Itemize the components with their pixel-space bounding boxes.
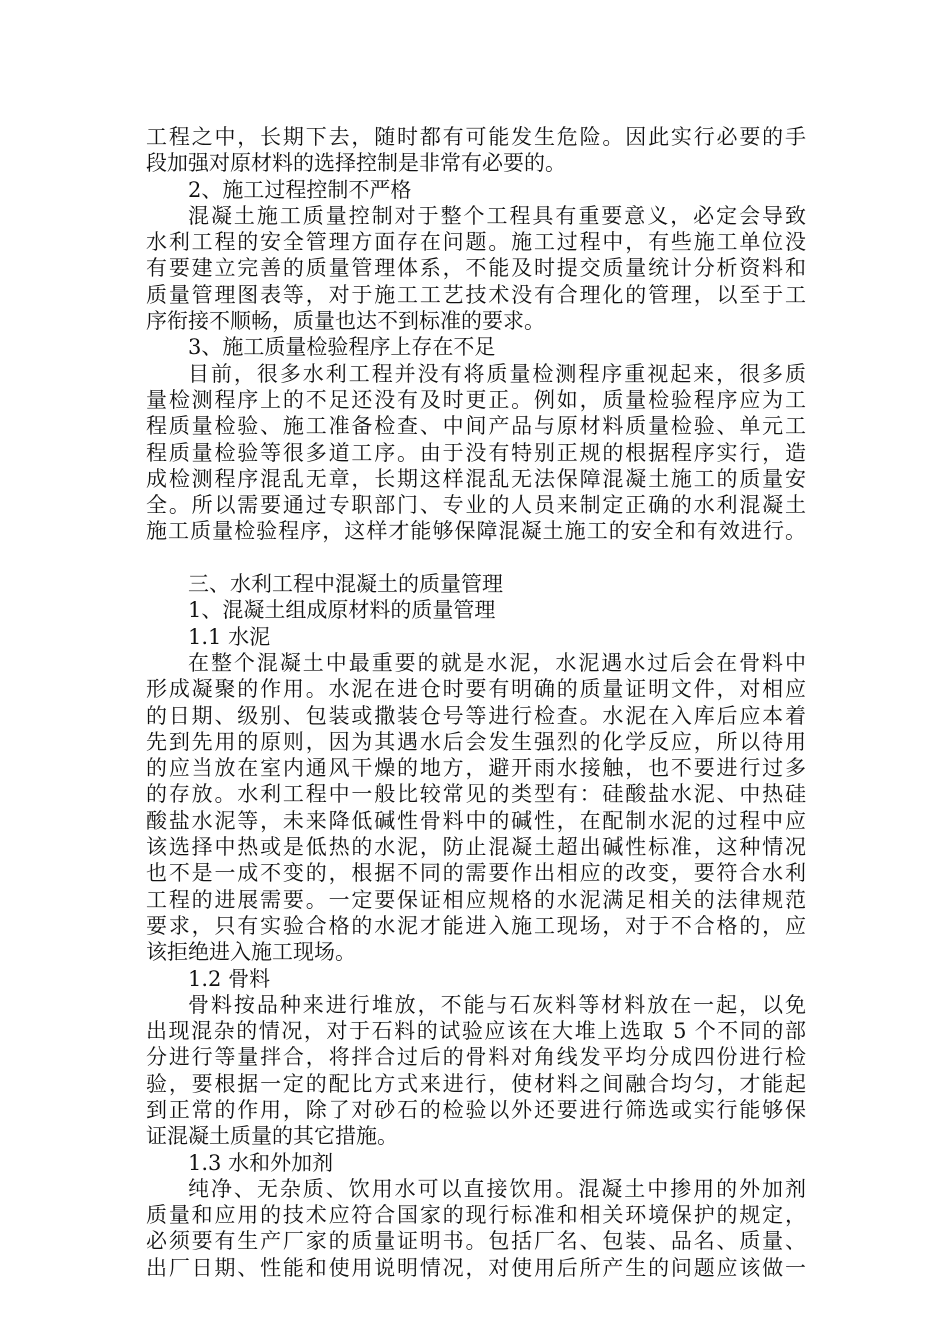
text-line: 质量和应用的技术应符合国家的现行标准和相关环境保护的规定，	[146, 1203, 806, 1228]
text-line: 质量管理图表等，对于施工工艺技术没有合理化的管理，以至于工	[146, 282, 806, 307]
text-line: 程质量检验等很多道工序。由于没有特别正规的根据程序实行，造	[146, 440, 806, 465]
text-line: 出现混杂的情况，对于石料的试验应该在大堆上选取 5 个不同的部	[146, 1019, 806, 1044]
text-line: 酸盐水泥等，未来降低碱性骨料中的碱性，在配制水泥的过程中应	[146, 808, 806, 833]
text-line: 要求，只有实验合格的水泥才能进入施工现场，对于不合格的，应	[146, 913, 806, 938]
text-line: 目前，很多水利工程并没有将质量检测程序重视起来，很多质	[188, 361, 806, 386]
text-line: 量检测程序上的不足还没有及时更正。例如，质量检验程序应为工	[146, 387, 806, 412]
text-line: 3、施工质量检验程序上存在不足	[188, 335, 496, 360]
text-line: 到正常的作用，除了对砂石的检验以外还要进行筛选或实行能够保	[146, 1097, 806, 1122]
text-line: 三、水利工程中混凝土的质量管理	[188, 572, 503, 597]
text-line: 分进行等量拌合，将拌合过后的骨料对角线发平均分成四份进行检	[146, 1045, 806, 1070]
text-line: 混凝土施工质量控制对于整个工程具有重要意义，必定会导致	[188, 203, 806, 228]
text-line: 验，要根据一定的配比方式来进行，使材料之间融合均匀，才能起	[146, 1071, 806, 1096]
text-line: 2、施工过程控制不严格	[188, 177, 412, 202]
text-line: 出厂日期、性能和使用说明情况，对使用后所产生的问题应该做一	[146, 1255, 806, 1280]
document-page	[146, 124, 806, 1281]
blank-line	[146, 545, 806, 571]
text-line: 证混凝土质量的其它措施。	[146, 1124, 398, 1149]
text-line: 有要建立完善的质量管理体系，不能及时提交质量统计分析资料和	[146, 256, 806, 281]
text-line: 该选择中热或是低热的水泥，防止混凝土超出碱性标准，这种情况	[146, 835, 806, 860]
text-line: 段加强对原材料的选择控制是非常有必要的。	[146, 151, 566, 176]
text-line: 成检测程序混乱无章，长期这样混乱无法保障混凝土施工的质量安	[146, 466, 806, 491]
text-line: 1.2 骨料	[188, 966, 271, 991]
text-line: 的存放。水利工程中一般比较常见的类型有：硅酸盐水泥、中热硅	[146, 782, 806, 807]
text-line: 1.3 水和外加剂	[188, 1150, 334, 1175]
text-line: 在整个混凝土中最重要的就是水泥，水泥遇水过后会在骨料中	[188, 650, 806, 675]
text-line: 该拒绝进入施工现场。	[146, 940, 356, 965]
text-line: 也不是一成不变的，根据不同的需要作出相应的改变，要符合水利	[146, 861, 806, 886]
text-line: 工程之中，长期下去，随时都有可能发生危险。因此实行必要的手	[146, 125, 806, 149]
text-line: 的应当放在室内通风干燥的地方，避开雨水接触，也不要进行过多	[146, 756, 806, 781]
text-line: 必须要有生产厂家的质量证明书。包括厂名、包装、品名、质量、	[146, 1229, 806, 1254]
text-line: 先到先用的原则，因为其遇水后会发生强烈的化学反应，所以待用	[146, 729, 806, 754]
text-line: 形成凝聚的作用。水泥在进仓时要有明确的质量证明文件，对相应	[146, 677, 806, 702]
text-line: 1.1 水泥	[188, 624, 271, 649]
text-line: 水利工程的安全管理方面存在问题。施工过程中，有些施工单位没	[146, 230, 806, 255]
text-line: 纯净、无杂质、饮用水可以直接饮用。混凝土中掺用的外加剂	[188, 1176, 806, 1201]
text-line: 的日期、级别、包装或撒装仓号等进行检查。水泥在入库后应本着	[146, 703, 806, 728]
text-line: 全。所以需要通过专职部门、专业的人员来制定正确的水利混凝土	[146, 493, 806, 518]
text-line: 骨料按品种来进行堆放，不能与石灰料等材料放在一起，以免	[188, 992, 806, 1017]
text-line: 序衔接不顺畅，质量也达不到标准的要求。	[146, 309, 545, 334]
text-line: 1、混凝土组成原材料的质量管理	[188, 598, 496, 623]
text-line: 程质量检验、施工准备检查、中间产品与原材料质量检验、单元工	[146, 414, 806, 439]
text-line: 工程的进展需要。一定要保证相应规格的水泥满足相关的法律规范	[146, 887, 806, 912]
text-line: 施工质量检验程序，这样才能够保障混凝土施工的安全和有效进行。	[146, 519, 806, 544]
